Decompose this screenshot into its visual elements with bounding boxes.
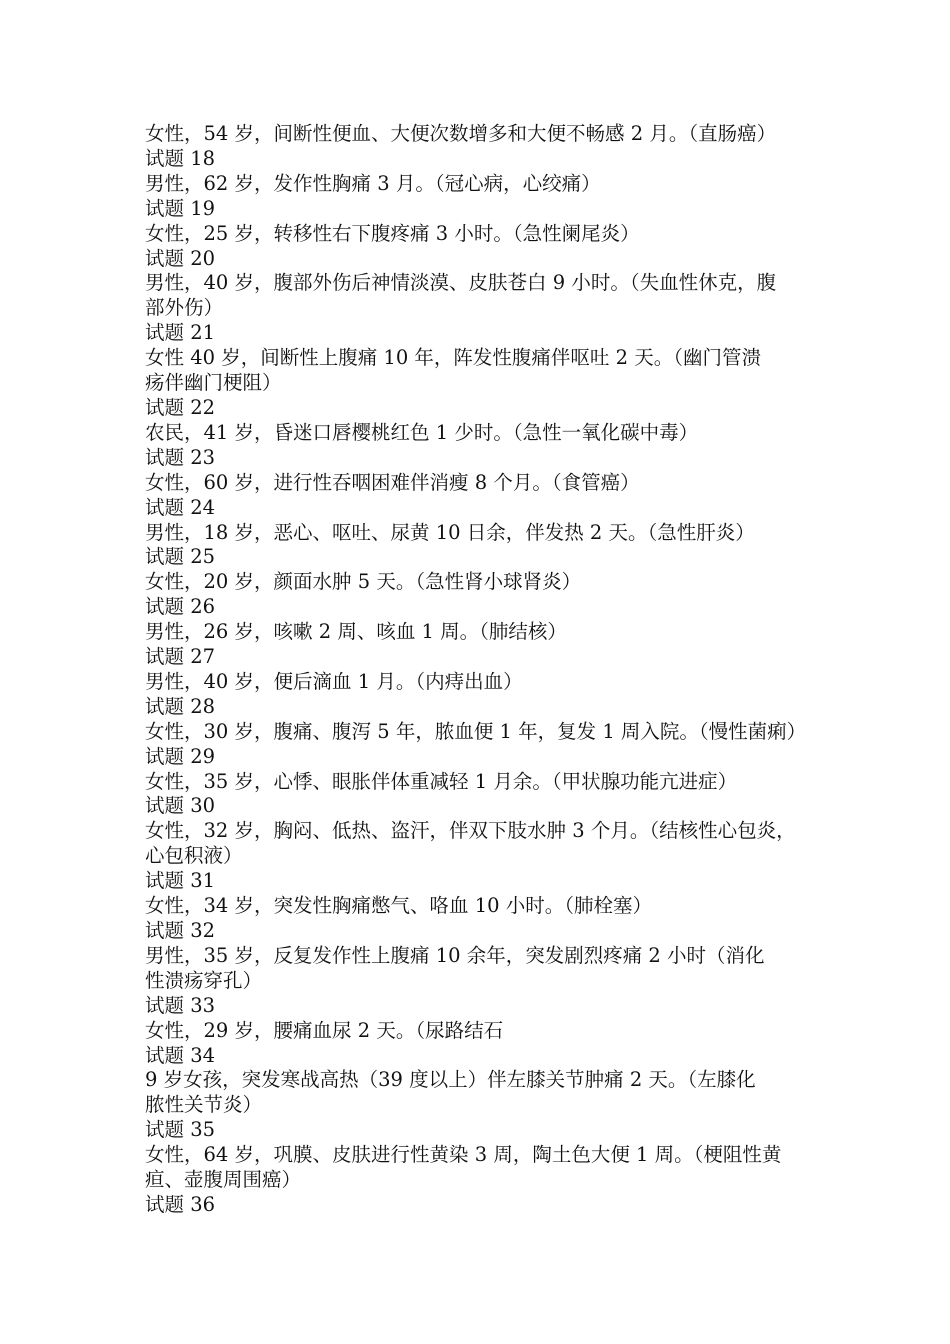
question-heading: 试题 28	[145, 694, 216, 718]
document-body	[145, 122, 817, 1218]
question-heading: 试题 23	[145, 445, 216, 469]
question-heading: 试题 24	[145, 495, 216, 519]
text-line: 女性，25 岁，转移性右下腹疼痛 3 小时。（急性阑尾炎）	[145, 221, 640, 245]
text-line: 性溃疡穿孔）	[145, 968, 263, 992]
text-line: 9 岁女孩，突发寒战高热（39 度以上）伴左膝关节肿痛 2 天。（左膝化	[145, 1068, 756, 1092]
text-line: 疸、壶腹周围癌）	[145, 1168, 302, 1192]
text-line: 男性，35 岁，反复发作性上腹痛 10 余年，突发剧烈疼痛 2 小时（消化	[145, 943, 765, 967]
text-line: 女性，60 岁，进行性吞咽困难伴消瘦 8 个月。（食管癌）	[145, 470, 640, 494]
question-heading: 试题 22	[145, 395, 216, 419]
text-line: 女性，20 岁，颜面水肿 5 天。（急性肾小球肾炎）	[145, 570, 582, 594]
text-line: 女性，64 岁，巩膜、皮肤进行性黄染 3 周，陶土色大便 1 周。（梗阻性黄	[145, 1143, 782, 1167]
question-heading: 试题 21	[145, 321, 216, 345]
text-line: 心包积液）	[145, 844, 243, 868]
text-line: 男性，62 岁，发作性胸痛 3 月。（冠心病，心绞痛）	[145, 171, 601, 195]
question-heading: 试题 29	[145, 744, 216, 768]
question-heading: 试题 35	[145, 1118, 216, 1142]
question-heading: 试题 31	[145, 869, 216, 893]
text-line: 农民，41 岁，昏迷口唇樱桃红色 1 少时。（急性一氧化碳中毒）	[145, 420, 699, 444]
question-heading: 试题 32	[145, 919, 216, 942]
text-line: 女性，35 岁，心悸、眼胀伴体重减轻 1 月余。（甲状腺功能亢进症）	[145, 769, 738, 793]
text-line: 部外伤）	[145, 296, 224, 320]
question-heading: 试题 27	[145, 645, 216, 669]
text-line: 男性，40 岁，便后滴血 1 月。（内痔出血）	[145, 669, 523, 693]
question-heading: 试题 19	[145, 196, 216, 220]
text-line: 女性，34 岁，突发性胸痛憋气、咯血 10 小时。（肺栓塞）	[145, 894, 652, 918]
text-line: 脓性关节炎）	[145, 1093, 263, 1117]
question-heading: 试题 18	[145, 146, 216, 170]
question-heading: 试题 25	[145, 545, 216, 569]
text-line: 男性，26 岁，咳嗽 2 周、咳血 1 周。（肺结核）	[145, 620, 567, 644]
text-line: 疡伴幽门梗阻）	[145, 371, 282, 395]
text-line: 女性，54 岁，间断性便血、大便次数增多和大便不畅感 2 月。（直肠癌）	[145, 122, 777, 145]
question-heading: 试题 33	[145, 993, 216, 1017]
question-heading: 试题 26	[145, 595, 216, 619]
text-line: 女性，29 岁，腰痛血尿 2 天。（尿路结石	[145, 1018, 504, 1042]
text-line: 男性，18 岁，恶心、呕吐、尿黄 10 日余，伴发热 2 天。（急性肝炎）	[145, 520, 755, 544]
question-heading: 试题 30	[145, 794, 216, 818]
question-heading: 试题 20	[145, 246, 216, 270]
text-line: 女性 40 岁，间断性上腹痛 10 年，阵发性腹痛伴呕吐 2 天。（幽门管溃	[145, 346, 761, 370]
text-line: 女性，30 岁，腹痛、腹泻 5 年，脓血便 1 年，复发 1 周入院。（慢性菌痢）	[145, 719, 807, 743]
text-line: 女性，32 岁，胸闷、低热、盗汗，伴双下肢水肿 3 个月。（结核性心包炎，	[145, 819, 796, 843]
question-heading: 试题 36	[145, 1192, 216, 1216]
text-line: 男性，40 岁，腹部外伤后神情淡漠、皮肤苍白 9 小时。（失血性休克，腹	[145, 271, 777, 295]
question-heading: 试题 34	[145, 1043, 216, 1067]
